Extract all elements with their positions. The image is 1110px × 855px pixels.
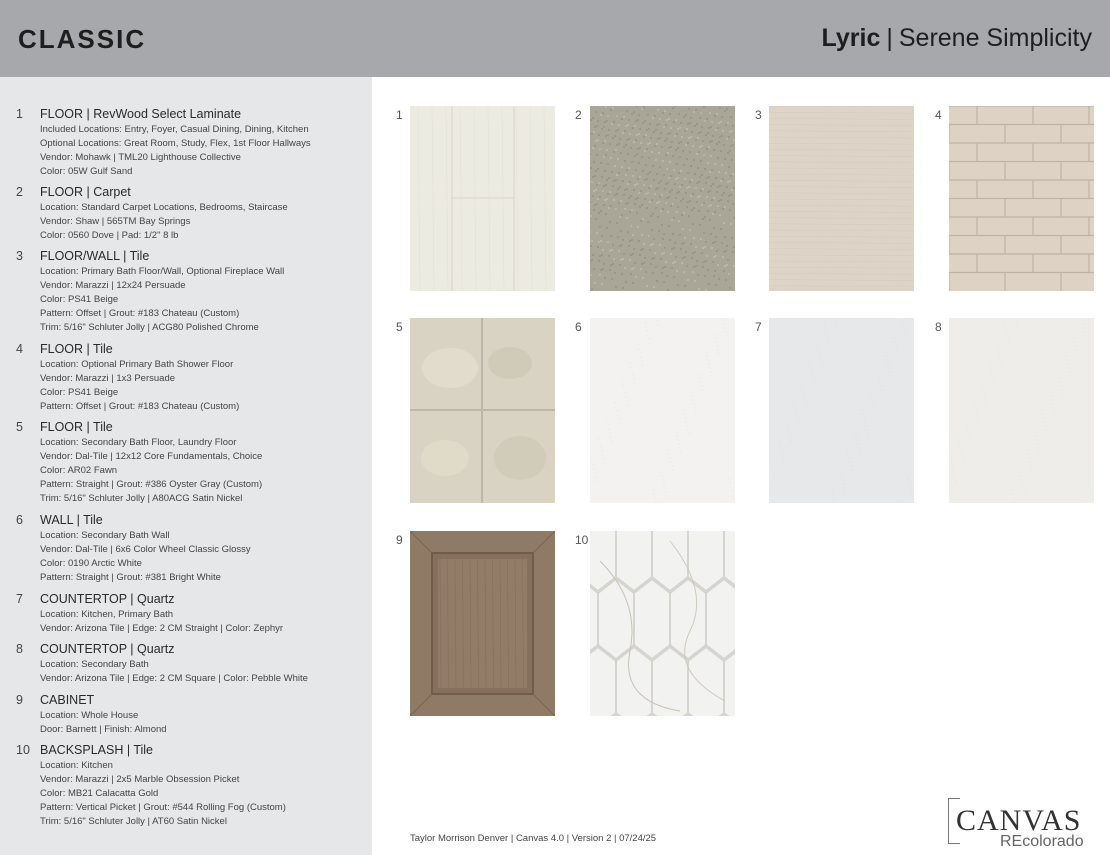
spec-detail-line: Location: Secondary Bath: [40, 659, 149, 670]
spec-heading: FLOOR/WALL | Tile: [40, 249, 150, 263]
quartz-swatch: [949, 318, 1094, 503]
sample-number: 8: [935, 320, 942, 334]
spec-detail-line: Vendor: Mohawk | TML20 Lighthouse Collective: [40, 152, 241, 163]
sample-number: 1: [396, 108, 403, 122]
spec-heading: BACKSPLASH | Tile: [40, 743, 154, 757]
collection-name: CLASSIC: [18, 24, 147, 54]
spec-detail-line: Pattern: Offset | Grout: #183 Chateau (Custom): [40, 401, 240, 412]
spec-detail-line: Location: Optional Primary Bath Shower Floor: [40, 359, 234, 370]
spec-detail-line: Pattern: Straight | Grout: #381 Bright White: [40, 572, 221, 583]
spec-detail-line: Color: PS41 Beige: [40, 387, 119, 398]
spec-detail-line: Location: Kitchen: [40, 760, 113, 771]
spec-detail-line: Color: PS41 Beige: [40, 294, 119, 305]
package-name: Lyric: [821, 24, 881, 52]
spec-detail-line: Location: Whole House: [40, 710, 139, 721]
logo-wordmark: CANVAS: [956, 804, 1082, 837]
spec-details: [40, 201, 288, 243]
spec-number: 10: [16, 743, 30, 757]
spec-detail-line: Door: Barnett | Finish: Almond: [40, 724, 167, 735]
spec-number: 1: [16, 107, 23, 121]
spec-detail-line: Location: Secondary Bath Wall: [40, 530, 170, 541]
sample-number: 5: [396, 320, 403, 334]
spec-detail-line: Vendor: Dal-Tile | 12x12 Core Fundamentals, Choice: [40, 451, 263, 462]
spec-detail-line: Color: 05W Gulf Sand: [40, 166, 133, 177]
spec-details: [40, 608, 283, 636]
sample-number: 3: [755, 108, 762, 122]
spec-details: [40, 529, 251, 585]
picket-tile-swatch: [590, 531, 735, 716]
spec-detail-line: Location: Kitchen, Primary Bath: [40, 609, 174, 620]
spec-detail-line: Vendor: Arizona Tile | Edge: 2 CM Straight | Color: Zephyr: [40, 623, 284, 634]
tile-swatch: [769, 106, 914, 291]
spec-detail-line: Vendor: Shaw | 565TM Bay Springs: [40, 216, 191, 227]
spec-number: 4: [16, 342, 23, 356]
spec-detail-line: Trim: 5/16" Schluter Jolly | ACG80 Polished Chrome: [40, 322, 259, 333]
sample-number: 9: [396, 533, 403, 547]
spec-number: 8: [16, 642, 23, 656]
spec-details: [40, 759, 286, 829]
spec-number: 7: [16, 592, 23, 606]
laminate-swatch: [410, 106, 555, 291]
spec-detail-line: Vendor: Arizona Tile | Edge: 2 CM Square | Color: Pebble White: [40, 673, 308, 684]
spec-detail-line: Pattern: Vertical Picket | Grout: #544 Rolling Fog (Custom): [40, 802, 286, 813]
spec-detail-line: Location: Secondary Bath Floor, Laundry Floor: [40, 437, 237, 448]
spec-detail-line: Pattern: Offset | Grout: #183 Chateau (Custom): [40, 308, 240, 319]
spec-detail-line: Pattern: Straight | Grout: #386 Oyster Gray (Custom): [40, 479, 263, 490]
spec-detail-line: Vendor: Marazzi | 1x3 Persuade: [40, 373, 176, 384]
spec-heading: FLOOR | Tile: [40, 342, 113, 356]
quartz-swatch: [769, 318, 914, 503]
spec-heading: FLOOR | Tile: [40, 420, 113, 434]
spec-details: [40, 358, 239, 414]
sample-number: 2: [575, 108, 582, 122]
carpet-swatch: [590, 106, 735, 291]
sample-number: 6: [575, 320, 582, 334]
spec-detail-line: Location: Primary Bath Floor/Wall, Optional Fireplace Wall: [40, 266, 285, 277]
spec-heading: WALL | Tile: [40, 513, 103, 527]
title-separator: |: [886, 24, 893, 52]
spec-heading: COUNTERTOP | Quartz: [40, 592, 175, 606]
spec-details: [40, 123, 311, 179]
package-title: [822, 24, 1092, 53]
white-tile-swatch: [590, 318, 735, 503]
spec-detail-line: Trim: 5/16" Schluter Jolly | AT60 Satin Nickel: [40, 816, 227, 827]
spec-detail-line: Color: AR02 Fawn: [40, 465, 118, 476]
spec-details: [40, 709, 167, 737]
sample-number: 4: [935, 108, 942, 122]
package-subtitle: Serene Simplicity: [898, 24, 1092, 52]
watermark: REcolorado: [1000, 833, 1084, 850]
spec-heading: COUNTERTOP | Quartz: [40, 642, 175, 656]
spec-number: 2: [16, 185, 23, 199]
cabinet-door-swatch: [410, 531, 555, 716]
spec-detail-line: Color: 0560 Dove | Pad: 1/2" 8 lb: [40, 230, 179, 241]
spec-number: 9: [16, 693, 23, 707]
spec-detail-line: Color: MB21 Calacatta Gold: [40, 788, 159, 799]
spec-heading: CABINET: [40, 693, 95, 707]
spec-number: 6: [16, 513, 23, 527]
sample-number: 7: [755, 320, 762, 334]
spec-detail-line: Vendor: Marazzi | 2x5 Marble Obsession Picket: [40, 774, 240, 785]
spec-details: [40, 436, 262, 506]
spec-details: [40, 265, 284, 335]
spec-details: [40, 658, 308, 686]
sample-number: 10: [575, 533, 589, 547]
spec-detail-line: Location: Standard Carpet Locations, Bedrooms, Staircase: [40, 202, 288, 213]
spec-detail-line: Vendor: Dal-Tile | 6x6 Color Wheel Classic Glossy: [40, 544, 251, 555]
spec-detail-line: Vendor: Marazzi | 12x24 Persuade: [40, 280, 186, 291]
spec-heading: FLOOR | Carpet: [40, 185, 131, 199]
spec-number: 5: [16, 420, 23, 434]
stone-tile-swatch: [410, 318, 555, 503]
spec-detail-line: Optional Locations: Great Room, Study, Flex, 1st Floor Hallways: [40, 138, 311, 149]
page-header: [0, 0, 1110, 77]
footer-note: Taylor Morrison Denver | Canvas 4.0 | Version 2 | 07/24/25: [410, 833, 657, 844]
spec-detail-line: Included Locations: Entry, Foyer, Casual Dining, Dining, Kitchen: [40, 124, 309, 135]
spec-detail-line: Trim: 5/16" Schluter Jolly | A80ACG Satin Nickel: [40, 493, 243, 504]
brick-tile-swatch: [949, 106, 1094, 291]
spec-detail-line: Color: 0190 Arctic White: [40, 558, 142, 569]
spec-number: 3: [16, 249, 23, 263]
spec-heading: FLOOR | RevWood Select Laminate: [40, 107, 242, 121]
